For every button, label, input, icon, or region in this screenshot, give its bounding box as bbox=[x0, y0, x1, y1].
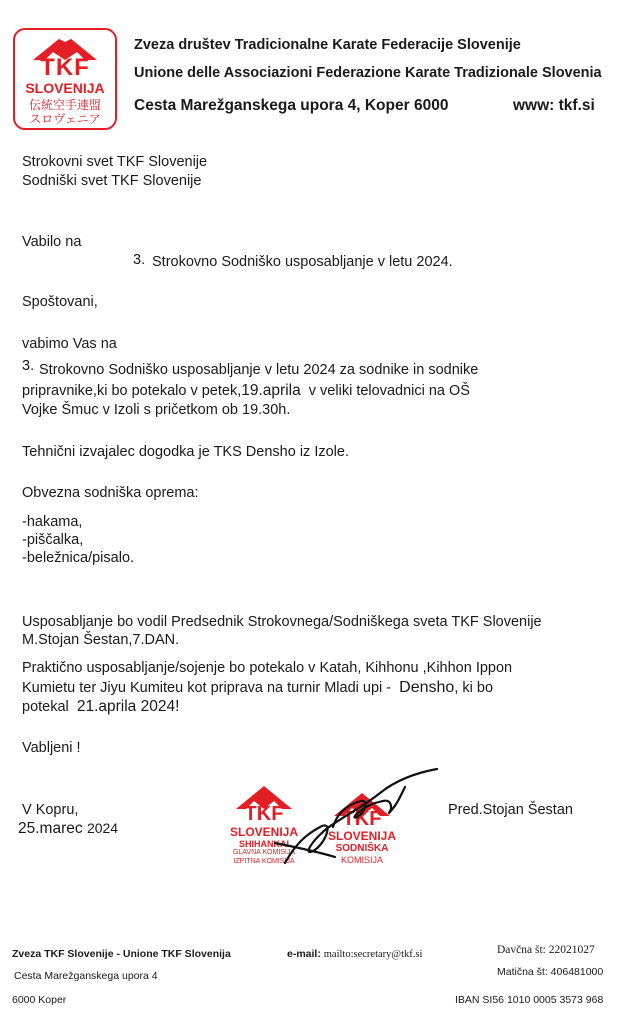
header-line-1: Zveza društev Tradicionalne Karate Federacije Slovenije bbox=[134, 37, 521, 53]
p1-number: 3. bbox=[22, 358, 35, 374]
header-web: www: tkf.si bbox=[513, 97, 595, 114]
tkf-logo bbox=[13, 28, 117, 130]
invite-label: Vabilo na bbox=[22, 234, 82, 250]
footer-iban: IBAN SI56 1010 0005 3573 968 bbox=[455, 994, 604, 1006]
greeting: Spoštovani, bbox=[22, 294, 98, 310]
p1-line-2: pripravnike,ki bo potekalo v petek,19.aprila v veliki telovadnici na OŠ bbox=[22, 382, 470, 399]
footer-email: e-mail: mailto:secretary@tkf.si bbox=[287, 948, 423, 960]
logo-kanji: 伝統空手連盟 bbox=[28, 98, 101, 112]
logo-country: SLOVENIJA bbox=[25, 80, 105, 96]
stamp-shihankai: TKF SLOVENIJA SHIHANKAI GLAVNA KOMISIJA IZPITNA KOMISIJA bbox=[222, 783, 306, 873]
p5-line-3: potekal 21.aprila 2024! bbox=[22, 698, 180, 715]
place: V Kopru, bbox=[22, 802, 79, 818]
footer-tax: Davčna št: 22021027 bbox=[497, 944, 595, 956]
p4-line-1: Usposabljanje bo vodil Predsednik Strokovnega/Sodniškega sveta TKF Slovenije bbox=[22, 614, 542, 630]
p5-densho: Densho bbox=[399, 679, 455, 696]
header-address: Cesta Marežganskega upora 4, Koper 6000 bbox=[134, 97, 449, 114]
recipient-2: Sodniški svet TKF Slovenije bbox=[22, 173, 202, 189]
p1-line-1: Strokovno Sodniško usposabljanje v letu 2024 za sodnike in sodnike bbox=[39, 362, 479, 378]
header-line-2: Unione delle Associazioni Federazione Karate Tradizionale Slovenia bbox=[134, 65, 602, 81]
footer-org: Zveza TKF Slovenije - Unione TKF Slovenija bbox=[12, 948, 231, 960]
footer-city: 6000 Koper bbox=[12, 994, 67, 1006]
logo-brand: TKF bbox=[40, 54, 90, 81]
closing: Vabljeni ! bbox=[22, 740, 81, 756]
logo-katakana: スロヴェニア bbox=[29, 112, 101, 126]
equipment-1: -hakama, bbox=[22, 514, 83, 530]
footer-street: Cesta Marežganskega upora 4 bbox=[14, 970, 158, 982]
subject: Strokovno Sodniško usposabljanje v letu 2024. bbox=[152, 254, 453, 270]
p3: Obvezna sodniška oprema: bbox=[22, 485, 199, 501]
p2: Tehnični izvajalec dogodka je TKS Densho iz Izole. bbox=[22, 444, 349, 460]
equipment-2: -piščalka, bbox=[22, 532, 84, 548]
subject-number: 3. bbox=[133, 252, 146, 268]
date: 25.marec 2024 bbox=[18, 820, 119, 837]
invite-line: vabimo Vas na bbox=[22, 336, 117, 352]
handwritten-signature bbox=[265, 765, 445, 875]
p5-line-2: Kumietu ter Jiyu Kumiteu kot priprava na turnir Mladi upi - Densho, ki bo bbox=[22, 679, 494, 696]
signatory: Pred.Stojan Šestan bbox=[448, 802, 573, 818]
equipment-3: -beležnica/pisalo. bbox=[22, 550, 135, 566]
p1-date: 19.aprila bbox=[241, 382, 301, 399]
footer-reg: Matična št: 406481000 bbox=[497, 966, 604, 978]
p5-line-1: Praktično usposabljanje/sojenje bo potekalo v Katah, Kihhonu ,Kihhon Ippon bbox=[22, 660, 513, 676]
p4-line-2: M.Stojan Šestan,7.DAN. bbox=[22, 632, 180, 648]
email-link[interactable]: mailto:secretary@tkf.si bbox=[323, 949, 423, 960]
p1-line-3: Vojke Šmuc v Izoli s pričetkom ob 19.30h. bbox=[22, 402, 291, 418]
recipient-1: Strokovni svet TKF Slovenije bbox=[22, 154, 208, 170]
stamp-sodniska: TKF SLOVENIJA SODNIŠKA KOMISIJA bbox=[322, 790, 402, 870]
